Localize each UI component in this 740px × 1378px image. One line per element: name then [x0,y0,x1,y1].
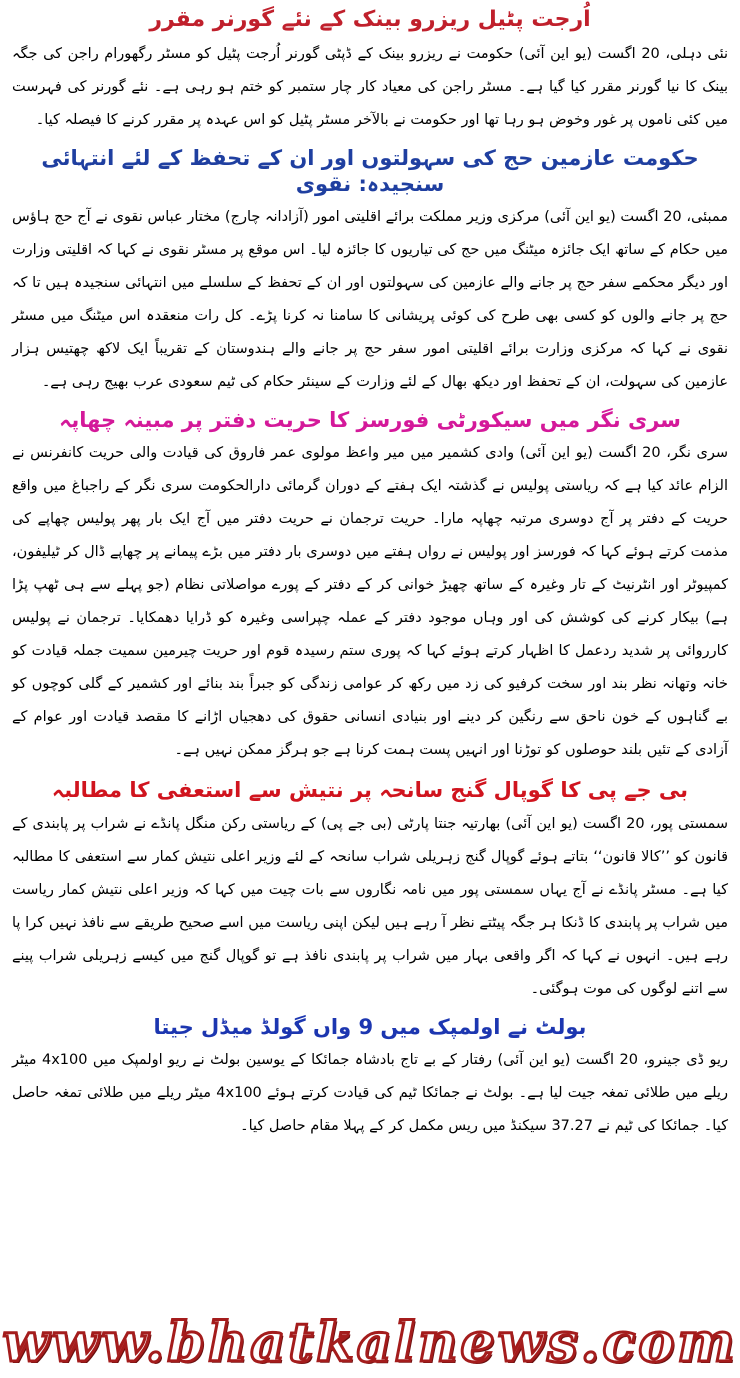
headline: سری نگر میں سیکورٹی فورسز کا حریت دفتر پر مبینہ چھاپہ [59,408,681,432]
article-body: ریو ڈی جینرو، 20 اگست (یو این آئی) رفتار کے بے تاج بادشاہ جمائکا کے یوسین بولٹ نے ریو اولمپک میں 4x100 میٹر ریلے میں طلائی تمغہ جیت لیا ہے۔ بولٹ نے جمائکا ٹیم کی قیادت کرتے ہوئے 4x100 میٹر ریلے میں طلائی تمغہ حاصل کیا۔ جمائکا کی ٹیم نے 37.27 سیکنڈ میں ریس مکمل کر کے پہلا مقام حاصل کیا۔ [12,1051,728,1134]
article-srinagar-raid [12,401,728,769]
headline: بی جے پی کا گوپال گنج سانحہ پر نتیش سے استعفی کا مطالبہ [51,778,689,803]
article-body: ممبئی، 20 اگست (یو این آئی) مرکزی وزیر مملکت برائے اقلیتی امور (آزادانہ چارج) مختار عباس نقوی نے آج حج ہاؤس میں حکام کے ساتھ ایک جائزہ میٹنگ میں حج کی تیاریوں کا جائزہ لیا۔ اس موقع پر مسٹر نقوی نے کہا کہ اقلیتی وزارت اور دیگر محکمے سفر حج پر جانے والے عازمین کی سہولتوں اور ان کے تحفظ کے سلسلے میں انتہائی سنجیدہ ہیں تا کہ حج پر جانے والوں کو کسی بھی طرح کی کوئی پریشانی کا سامنا نہ کرنا پڑے۔ کل رات منعقدہ اس میٹنگ میں مسٹر نقوی نے کہا کہ مرکزی وزارت برائے اقلیتی امور سفر حج پر جانے والے ہندوستان کے تقریباً ایک لاکھ چھتیس ہزار عازمین کی سہولت، ان کے تحفظ اور دیکھ بھال کے لئے وزارت کے سینئر حکام کی ٹیم سعودی عرب بھیج رہی ہے۔ [12,209,729,390]
article-body: نئی دہلی، 20 اگست (یو این آئی) حکومت نے ریزرو بینک کے ڈپٹی گورنر اُرجت پٹیل کو مسٹر رگھورام راجن کی جگہ بینک کا نیا گورنر مقرر کیا گیا ہے۔ مسٹر راجن کی معیاد کار چار ستمبر کو ختم ہو رہی ہے۔ نئے گورنر کی فہرست میں کئی ناموں پر غور وخوض ہو رہا تھا اور حکومت نے بالآخر مسٹر پٹیل کو اس عہدہ پر مقرر کرنے کا فیصلہ کیا۔ [12,45,728,128]
article-hajj-pilgrims [12,139,728,402]
headline: بولٹ نے اولمپک میں 9 واں گولڈ میڈل جیتا [153,1014,587,1039]
article-body: سمستی پور، 20 اگست (یو این آئی) بھارتیہ جنتا پارٹی (بی جے پی) کے ریاستی رکن منگل پانڈے نے شراب پر پابندی کے قانون کو ’’کالا قانون‘‘ بتاتے ہوئے گوپال گنج زہریلی شراب سانحہ کے لئے وزیر اعلی نتیش کمار سے استعفی کا مطالبہ کیا ہے۔ مسٹر پانڈے نے آج یہاں سمستی پور میں نامہ نگاروں سے بات چیت میں کہا کہ وزیر اعلی نتیش کمار ریاست میں شراب پر پابندی کا ڈنکا ہر جگہ پیٹتے نظر آ رہے ہیں لیکن اپنی ریاست میں اسے صحیح طریقے سے نافذ نہیں کرا پا رہے ہیں۔ انہوں نے کہا کہ اگر واقعی بہار میں شراب پر پابندی نافذ ہے تو گوپال گنج میں کیسے زہریلی شراب پینے سے اتنے لوگوں کی موت ہوگئی۔ [12,815,728,997]
article-bolt-gold [12,1008,728,1145]
headline: حکومت عازمین حج کی سہولتوں اور ان کے تحفظ کے لئے انتہائی سنجیدہ: نقوی [41,145,699,196]
headline: اُرجت پٹیل ریزرو بینک کے نئے گورنر مقرر [149,7,591,32]
article-rbi-governor [12,0,728,139]
article-bjp-demand [12,769,728,1007]
article-body: سری نگر، 20 اگست (یو این آئی) وادی کشمیر میں میر واعظ مولوی عمر فاروق کی قیادت والی حریت کانفرنس نے الزام عائد کیا ہے کہ ریاستی پولیس نے گذشتہ ایک ہفتے کے دوران گرمائی دارالحکومت سری نگر کے راجباغ میں واقع حریت کے دفتر پر آج دوسری مرتبہ چھاپہ مارا۔ حریت ترجمان نے حریت دفتر میں آج ایک بار پھر پولیس چھاپے کی مذمت کرتے ہوئے کہا کہ فورسز اور پولیس نے رواں ہفتے میں دوسری بار دفتر میں بڑے پیمانے پر چھاپے ڈال کر ٹیلیفون، کمپیوٹر اور انٹرنیٹ کے تار وغیرہ کے ساتھ چھیڑ خوانی کر کے دفتر کے پورے مواصلاتی نظام (جو پہلے سے ہی ٹھپ پڑا ہے) بیکار کرنے کی کوشش کی اور وہاں موجود دفتر کے عملہ چپراسی وغیرہ کو ڈرایا دھمکایا۔ ترجمان نے پولیس کارروائی پر شدید ردعمل کا اظہار کرتے ہوئے کہا کہ پوری ستم رسیدہ قوم اور حریت چیرمین سمیت جملہ قیادت کو خانہ وتھانہ نظر بند اور سخت کرفیو کی زد میں رکھ کر عوامی زندگی کو جبراً بند بنائے اور کشمیر کے گلی کوچوں کو بے گناہوں کے خون ناحق سے رنگین کر دینے اور بنیادی انسانی حقوق کی دھجیاں اڑانے کا مقصد قیادت اور عوام کے آزادی کے تئیں بلند حوصلوں کو توڑنا اور انہیں پست ہمت کرنا ہے جو ہرگز ممکن نہیں ہے۔ [12,445,728,759]
website-footer-link[interactable]: www.bhatkalnews.com [2,1310,738,1374]
